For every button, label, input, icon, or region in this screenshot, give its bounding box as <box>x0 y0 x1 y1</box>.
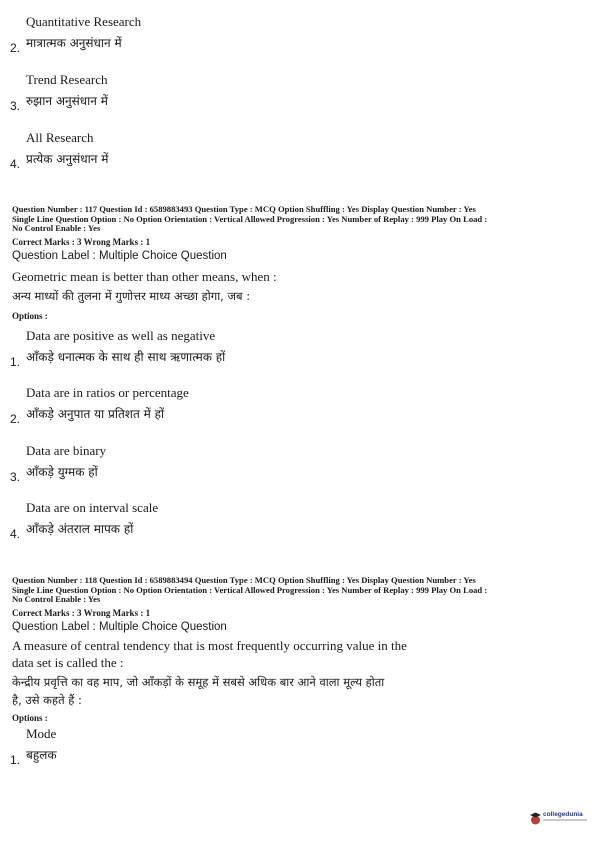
option-text-en: Data are binary <box>26 443 107 458</box>
question-117-text-en: Geometric mean is better than other means, when : <box>12 269 277 284</box>
option-number: 4. <box>10 157 21 171</box>
option-text-en: Data are on interval scale <box>26 500 159 515</box>
collegedunia-logo <box>530 808 590 832</box>
question-117-meta <box>12 205 587 234</box>
meta-line: Question Number : 118 Question Id : 6589883494 Question Type : MCQ Option Shuffling : Yes Display Question Number : Yes <box>12 575 476 585</box>
option-text-hi: आँकड़े अंतराल मापक हों <box>26 522 134 536</box>
question-118-options-label: Options : <box>12 713 48 723</box>
option-number: 4. <box>10 527 21 541</box>
option-text-hi: बहुलक <box>26 748 57 762</box>
option-text-en: Mode <box>26 726 57 741</box>
option-text-hi: आँकड़े धनात्मक के साथ ही साथ ऋणात्मक हों <box>26 350 226 364</box>
meta-line: Question Number : 117 Question Id : 6589883493 Question Type : MCQ Option Shuffling : Yes Display Question Number : Yes <box>12 204 476 214</box>
question-118-label: Question Label : Multiple Choice Question <box>12 621 227 633</box>
question-118-marks: Correct Marks : 3 Wrong Marks : 1 <box>12 608 151 618</box>
option-number: 3. <box>10 99 21 113</box>
question-text-line: A measure of central tendency that is most frequently occurring value in the <box>12 638 407 653</box>
question-117-label: Question Label : Multiple Choice Question <box>12 250 227 262</box>
option-text-en: Data are in ratios or percentage <box>26 385 189 400</box>
option-number: 2. <box>10 412 21 426</box>
question-118-meta <box>12 576 587 605</box>
meta-line: No Control Enable : Yes <box>12 594 101 605</box>
option-number: 1. <box>10 355 21 369</box>
question-118-text-hi <box>12 673 572 709</box>
option-text-hi: मात्रात्मक अनुसंधान में <box>26 36 122 50</box>
graduate-cap-icon <box>530 812 541 826</box>
meta-line: No Control Enable : Yes <box>12 223 101 234</box>
logo-tagline <box>543 819 587 821</box>
question-117-options-label: Options : <box>12 311 48 321</box>
option-text-en: Trend Research <box>26 72 108 87</box>
logo-text: collegedunia <box>543 811 583 818</box>
option-text-en: Data are positive as well as negative <box>26 328 216 343</box>
question-118-text-en <box>12 637 572 671</box>
question-text-line: केन्द्रीय प्रवृत्ति का वह माप, जो आँकड़ों के समूह में सबसे अधिक बार आने वाला मूल्य होता <box>12 675 385 689</box>
option-number: 3. <box>10 470 21 484</box>
option-number: 1. <box>10 753 21 767</box>
option-text-hi: आँकड़े युग्मक हों <box>26 465 98 479</box>
meta-line: Single Line Question Option : No Option Orientation : Vertical Allowed Progression : Yes Number of Replay : 999 Play On Load : <box>12 213 488 224</box>
question-117-marks: Correct Marks : 3 Wrong Marks : 1 <box>12 237 151 247</box>
option-text-en: All Research <box>26 130 94 145</box>
option-text-en: Quantitative Research <box>26 14 142 29</box>
meta-line: Single Line Question Option : No Option Orientation : Vertical Allowed Progression : Yes Number of Replay : 999 Play On Load : <box>12 584 488 595</box>
option-number: 2. <box>10 41 21 55</box>
option-text-hi: आँकड़े अनुपात या प्रतिशत में हों <box>26 407 165 421</box>
question-text-line: है, उसे कहते हैं : <box>12 693 82 707</box>
option-text-hi: प्रत्येक अनुसंधान में <box>26 152 109 166</box>
question-text-line: data set is called the : <box>12 655 124 670</box>
option-text-hi: रुझान अनुसंधान में <box>26 94 108 108</box>
question-117-text-hi: अन्य माध्यों की तुलना में गुणोत्तर माध्य अच्छा होगा, जब : <box>12 289 251 303</box>
